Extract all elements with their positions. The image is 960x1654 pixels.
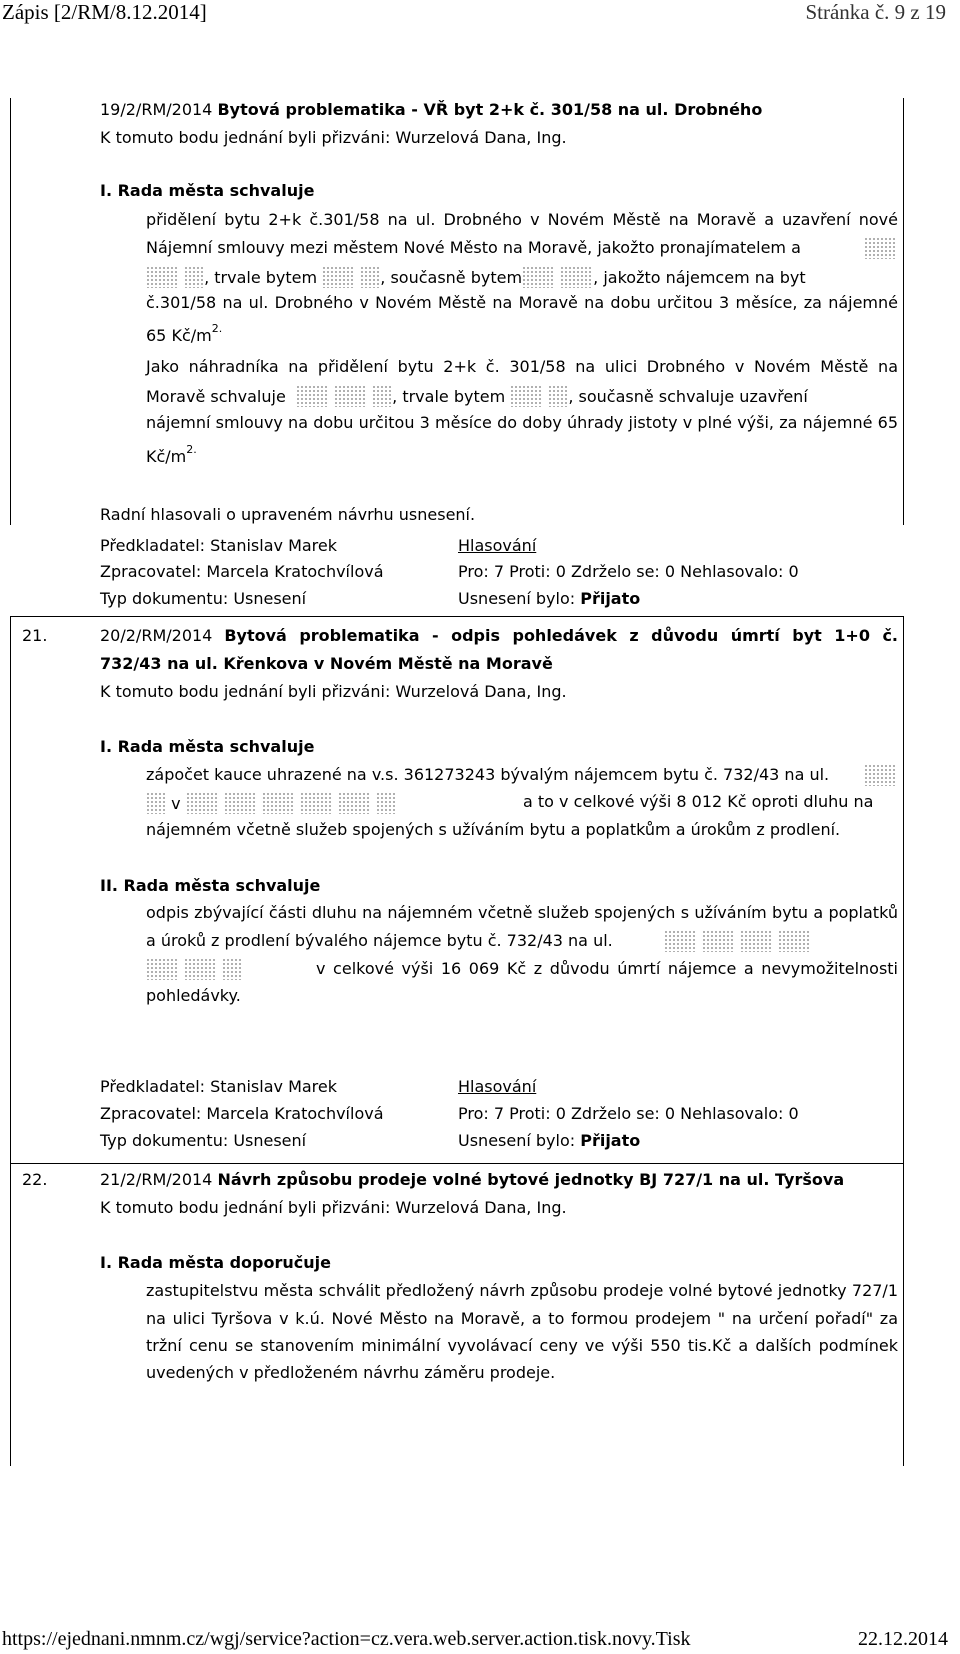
resolution-text-line: a to v celkové výši 8 012 Kč oproti dluhu na: [523, 792, 874, 811]
redaction-block: [864, 237, 897, 259]
redaction-block: [300, 792, 333, 814]
voting-label: Hlasování: [458, 1077, 537, 1096]
frame-right-line-lower: [903, 616, 904, 1466]
resolution-text-line: Nájemní smlouvy mezi městem Nové Město na Moravě, jakožto pronajímatelem a: [146, 238, 801, 257]
redaction-block: [360, 266, 380, 288]
item-code: 19/2/RM/2014: [100, 100, 218, 119]
document-type: Typ dokumentu: Usnesení: [100, 1131, 307, 1150]
resolution-text-line: zastupitelstvu města schválit předložený návrh způsobu prodeje volné bytové jednotky 727/1: [146, 1281, 898, 1300]
voting-result: Pro: 7 Proti: 0 Zdrželo se: 0 Nehlasovalo: 0: [458, 1104, 799, 1123]
redaction-block: [510, 385, 543, 407]
redaction-block: [740, 930, 773, 952]
redaction-block: [296, 385, 329, 407]
status-value: Přijato: [580, 1131, 641, 1150]
redaction-block: [338, 792, 371, 814]
resolution-text-line: [146, 322, 223, 345]
vote-note: Radní hlasovali o upraveném návrhu usnesení.: [100, 505, 476, 524]
item-number: 22.: [22, 1170, 48, 1189]
divider-item-22: [10, 1163, 903, 1164]
invited-line: K tomuto bodu jednání byli přizváni: Wurzelová Dana, Ing.: [100, 128, 567, 147]
text-fragment: Moravě schvaluje: [146, 387, 286, 406]
redaction-block: [146, 792, 166, 814]
header-page-number: Stránka č. 9 z 19: [805, 0, 946, 24]
item-subject: Návrh způsobu prodeje volné bytové jednotky BJ 727/1 na ul. Tyršova: [217, 1170, 845, 1189]
redaction-block: [184, 266, 204, 288]
resolution-heading: II. Rada města schvaluje: [100, 876, 321, 895]
resolution-text-line: [146, 266, 806, 288]
footer-date: 22.12.2014: [858, 1628, 948, 1650]
item-code: 21/2/RM/2014: [100, 1170, 218, 1189]
resolution-text-line: odpis zbývající části dluhu na nájemném včetně služeb spojených s užíváním bytu a poplatků: [146, 903, 898, 922]
text-fragment: Kč/m: [146, 447, 187, 466]
item-title: [100, 100, 762, 119]
resolution-text-line: Jako náhradníka na přidělení bytu 2+k č. 301/58 na ulici Drobného v Novém Městě na: [146, 357, 898, 376]
resolution-status: [458, 589, 640, 608]
resolution-text-line: uvedených v předloženém návrhu záměru prodeje.: [146, 1363, 556, 1382]
item-subject: Bytová problematika - odpis pohledávek z důvodu úmrtí byt 1+0 č.: [224, 626, 899, 645]
item-title-line-2: 732/43 na ul. Křenkova v Novém Městě na Moravě: [100, 654, 553, 673]
redaction-block: [146, 266, 179, 288]
resolution-heading: I. Rada města schvaluje: [100, 737, 315, 756]
superscript: 2.: [211, 322, 223, 335]
text-fragment: , trvale bytem: [204, 268, 318, 287]
document-type: Typ dokumentu: Usnesení: [100, 589, 307, 608]
superscript: 2.: [186, 443, 197, 456]
text-fragment: , trvale bytem: [392, 387, 506, 406]
resolution-text-line: zápočet kauce uhrazené na v.s. 361273243 bývalým nájemcem bytu č. 732/43 na ul.: [146, 765, 830, 784]
item-subject: Bytová problematika - VŘ byt 2+k č. 301/58 na ul. Drobného: [217, 100, 763, 119]
item-title: [100, 626, 898, 645]
header-document-title: Zápis [2/RM/8.12.2014]: [2, 0, 207, 24]
resolution-text-line: přidělení bytu 2+k č.301/58 na ul. Drobného v Novém Městě na Moravě a uzavření nové: [146, 210, 898, 229]
text-fragment: , současně schvaluje uzavření: [568, 387, 808, 406]
text-fragment: 65 Kč/m: [146, 326, 212, 345]
text-fragment: v: [171, 794, 181, 813]
resolution-text-line: v celkové výši 16 069 Kč z důvodu úmrtí nájemce a nevymožitelnosti: [316, 959, 898, 978]
footer-url: https://ejednani.nmnm.cz/wgj/service?action=cz.vera.web.server.action.tisk.novy.Tisk: [2, 1628, 691, 1650]
invited-line: K tomuto bodu jednání byli přizváni: Wurzelová Dana, Ing.: [100, 1198, 567, 1217]
text-fragment: , jakožto nájemcem na byt: [593, 268, 806, 287]
frame-right-line: [903, 98, 904, 525]
redaction-block: [548, 385, 568, 407]
redaction-block: [372, 385, 392, 407]
redaction-block: [186, 792, 219, 814]
redaction-block: [184, 958, 217, 980]
resolution-text-line: pohledávky.: [146, 986, 241, 1005]
voting-result: Pro: 7 Proti: 0 Zdrželo se: 0 Nehlasovalo: 0: [458, 562, 799, 581]
resolution-text-line: [146, 792, 396, 814]
resolution-text-line: tržní cenu se stanovením minimální vyvolávací ceny ve výši 550 tis.Kč a dalších podmínek: [146, 1336, 898, 1355]
text-fragment: Usnesení bylo:: [458, 589, 581, 608]
redaction-block: [222, 958, 242, 980]
resolution-text-line: č.301/58 na ul. Drobného v Novém Městě na Moravě na dobu určitou 3 měsíce, za nájemné: [146, 293, 898, 312]
submitter: Předkladatel: Stanislav Marek: [100, 1077, 338, 1096]
redaction-block: [778, 930, 811, 952]
text-fragment: , současně bytem: [380, 268, 523, 287]
redaction-block: [664, 930, 697, 952]
redaction-block: [334, 385, 367, 407]
redaction-group: [664, 930, 811, 952]
item-title: [100, 1170, 844, 1189]
redaction-block: [376, 792, 396, 814]
redaction-block: [560, 266, 593, 288]
voting-label: Hlasování: [458, 536, 537, 555]
resolution-text-line: a úroků z prodlení bývalého nájemce bytu č. 732/43 na ul.: [146, 931, 613, 950]
frame-left-line-lower: [10, 616, 11, 1466]
redaction-block: [702, 930, 735, 952]
resolution-text-line: na ulici Tyršova v k.ú. Nové Město na Moravě, a to formou prodejem " na určení pořadí" za: [146, 1309, 898, 1328]
resolution-status: [458, 1131, 640, 1150]
redaction-block: [262, 792, 295, 814]
resolution-text-line: nájemní smlouvy na dobu určitou 3 měsíce do doby úhrady jistoty v plné výši, za nájemné 65: [146, 413, 898, 432]
resolution-heading: I. Rada města schvaluje: [100, 181, 315, 200]
resolution-text-line: [146, 443, 197, 466]
resolution-text-line: nájemném včetně služeb spojených s užíváním bytu a poplatkům a úrokům z prodlení.: [146, 820, 841, 839]
status-value: Přijato: [580, 589, 641, 608]
resolution-text-line: [146, 385, 808, 407]
submitter: Předkladatel: Stanislav Marek: [100, 536, 338, 555]
text-fragment: Usnesení bylo:: [458, 1131, 581, 1150]
item-code: 20/2/RM/2014: [100, 626, 225, 645]
processor: Zpracovatel: Marcela Kratochvílová: [100, 562, 384, 581]
frame-left-line: [10, 98, 11, 525]
redaction-block: [224, 792, 257, 814]
redaction-group: [146, 958, 242, 980]
redaction-block: [322, 266, 355, 288]
invited-line: K tomuto bodu jednání byli přizváni: Wurzelová Dana, Ing.: [100, 682, 567, 701]
redaction-block: [146, 958, 179, 980]
item-number: 21.: [22, 626, 48, 645]
redaction-block: [864, 764, 897, 786]
redaction-block: [522, 266, 555, 288]
processor: Zpracovatel: Marcela Kratochvílová: [100, 1104, 384, 1123]
divider-item-21: [10, 616, 903, 617]
resolution-heading: I. Rada města doporučuje: [100, 1253, 331, 1272]
